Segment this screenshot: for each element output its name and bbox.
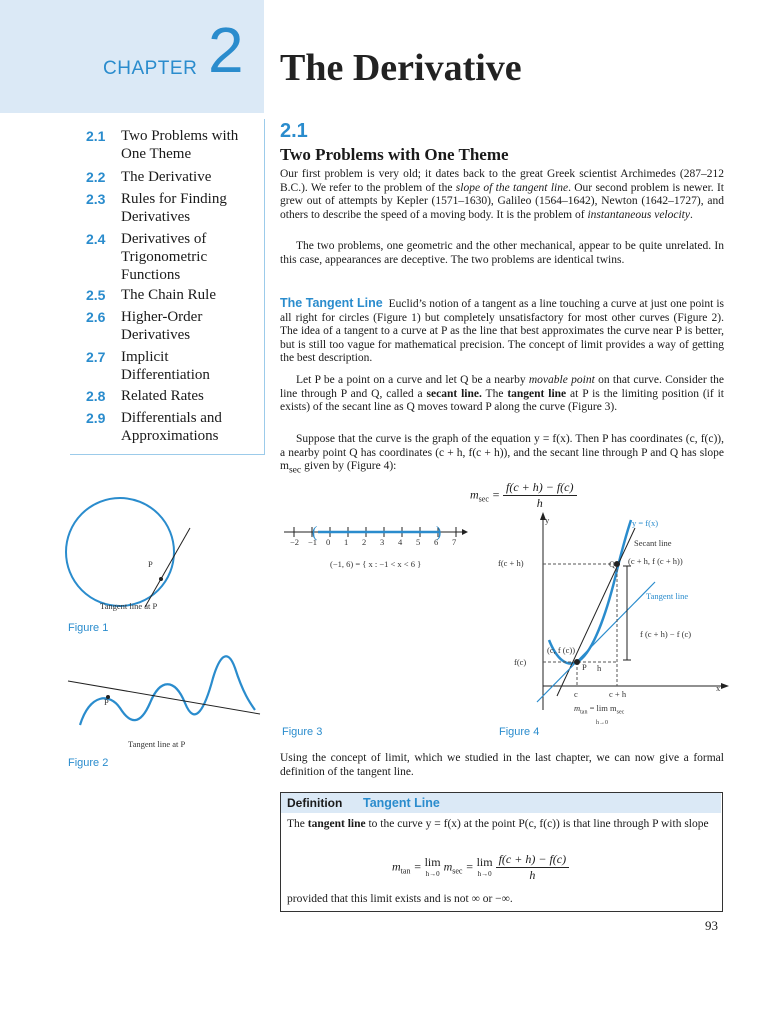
p5-sub: sec: [288, 464, 302, 476]
section-title: Two Problems with One Theme: [280, 145, 509, 164]
toc-item-label: Higher-Order Derivatives: [121, 309, 203, 343]
figure-2-wave: [65, 648, 265, 738]
toc-item-label: Related Rates: [121, 388, 204, 404]
fig4-point-p: [574, 659, 580, 665]
def-lim-2: [476, 854, 493, 879]
fig3-tick-label: −1: [308, 537, 318, 547]
chapter-word: CHAPTER: [103, 58, 198, 79]
fig4-mtan-sub: tan: [580, 709, 588, 716]
fig4-curve: [549, 520, 631, 664]
fig1-point-label: P: [148, 559, 153, 569]
definition-label: Definition: [287, 796, 343, 810]
paragraph-1: [280, 168, 724, 222]
fig4-ch-label: c + h: [609, 689, 627, 699]
figure-1-caption: Figure 1: [68, 622, 109, 634]
p4-d: secant line.: [426, 387, 482, 400]
fig1-circle-shape: [66, 498, 174, 606]
figure-4-caption: Figure 4: [499, 726, 540, 738]
p4-b: movable point: [528, 374, 595, 386]
fig4-fc-label: f(c): [514, 657, 527, 667]
fig3-tick-label: 0: [326, 537, 331, 547]
fig3-tick-label: 7: [452, 537, 457, 547]
toc-item-number: 2.9: [86, 410, 106, 426]
msec-lhs-sub: sec: [478, 494, 489, 504]
p4-e: The: [481, 387, 508, 400]
def-text-a: The: [287, 818, 308, 830]
definition-header-band: [281, 793, 721, 813]
p4-g: at P is the limiting position (if it exists) of the secant line as Q moves toward P along the curve (Figure 3).: [280, 387, 724, 413]
paragraph-4: [280, 374, 724, 415]
chapter-number: 2: [208, 14, 244, 86]
paragraph-3: [280, 297, 724, 366]
toc-item-number: 2.7: [86, 349, 106, 365]
toc-item-number: 2.4: [86, 231, 106, 247]
fig4-y-label: y: [545, 515, 550, 525]
fig4-secant-label: Secant line: [634, 538, 672, 548]
fig4-mtan-lim: h→0: [596, 719, 608, 726]
figure-2-caption: Figure 2: [68, 757, 109, 769]
def-eq-m2-sub: sec: [452, 866, 463, 876]
fig4-h-label: h: [597, 663, 602, 673]
def-lim1-under: h→0: [425, 869, 440, 878]
msec-fraction: [503, 480, 577, 511]
def-eq-lhs: m: [392, 859, 401, 874]
fig3-tick-label: 3: [380, 537, 385, 547]
definition-footer: provided that this limit exists and is not ∞ or −∞.: [287, 893, 513, 905]
p4-a: Let P be a point on a curve and let Q be a nearby: [296, 374, 529, 386]
def-lim1-word: lim: [424, 854, 441, 869]
toc-item-label: Derivatives of Trigonometric Functions: [121, 231, 208, 283]
fig2-point-label: P: [104, 697, 109, 707]
fig4-p-coord: (c, f (c)): [547, 645, 576, 655]
fig2-curve: [80, 656, 255, 725]
fig3-tick-label: 5: [416, 537, 421, 547]
fig3-interval-label: (−1, 6) = { x : −1 < x < 6 }: [330, 559, 422, 569]
msec-denominator: h: [536, 496, 543, 510]
toc-item-number: 2.2: [86, 169, 106, 185]
p1-emph-velocity: instantaneous velocity: [587, 208, 690, 221]
fig4-x-label: x: [716, 683, 721, 693]
fig4-diff-label: f (c + h) − f (c): [640, 629, 692, 639]
def-lim2-under: h→0: [477, 869, 492, 878]
fig2-tangent-label: Tangent line at P: [128, 739, 186, 749]
msec-numerator: f(c + h) − f(c): [503, 480, 577, 496]
toc-item-number: 2.5: [86, 287, 106, 303]
def-numerator: f(c + h) − f(c): [496, 852, 570, 868]
paragraph-2: The two problems, one geometric and the other mechanical, appear to be quite unrelated. In this case, appearances are deceptive. The two problems are identical twins.: [280, 240, 724, 266]
fig4-mtan: m: [574, 703, 581, 713]
toc-item-number: 2.1: [86, 128, 106, 144]
fig3-close-paren: ): [436, 524, 442, 541]
fig3-tick-label: 4: [398, 537, 403, 547]
toc-item-label: Differentials and Approximations: [121, 410, 222, 444]
def-lim2-word: lim: [476, 854, 493, 869]
definition-text: [287, 818, 715, 832]
def-eq-m2: m: [443, 859, 453, 874]
def-text-c: to the curve y = f(x) at the point P(c, f(c)) is that line through P with slope: [365, 818, 709, 830]
fig1-point-p: [159, 577, 163, 581]
fig3-open-paren: (: [312, 524, 318, 541]
definition-equation: $m_{tan} = \lim$ h→0 $m_{sec} = \lim$ h→0 $\frac{f(c + h) - f(c)}{h}$: [392, 852, 569, 883]
paragraph-5: [280, 433, 724, 477]
toc-item-label: The Derivative: [121, 169, 212, 185]
fig4-c-label: c: [574, 689, 578, 699]
def-denominator: h: [529, 868, 536, 882]
def-fraction: [496, 852, 570, 883]
fig4-q-label: Q: [609, 559, 616, 569]
toc-item-number: 2.8: [86, 388, 106, 404]
fig4-secant-line: [557, 528, 635, 696]
fig4-p-label: P: [582, 662, 587, 672]
fig1-tangent-label: Tangent line at P: [100, 601, 158, 611]
msec-equation: $m_{sec}$ = $\frac{f(c + h) - f(c)}{h}$: [470, 480, 577, 511]
chapter-title: The Derivative: [280, 47, 522, 89]
fig4-tangent-line: [537, 582, 655, 702]
def-lim-1: [424, 854, 441, 879]
toc-item-label: Rules for Finding Derivatives: [121, 191, 227, 225]
fig3-tick-label: 2: [362, 537, 367, 547]
definition-name: Tangent Line: [363, 796, 440, 810]
fig3-tick-label: −2: [290, 537, 300, 547]
p1-text-e: .: [689, 208, 693, 221]
page-number: 93: [705, 918, 718, 933]
p5-end: given by (Figure 4):: [301, 460, 397, 472]
toc-item-number: 2.6: [86, 309, 106, 325]
section-number: 2.1: [280, 120, 308, 142]
msec-lhs: m: [470, 487, 479, 502]
p1-text-c: . Our second problem is newer. It grew out of attempts by Kepler (1571–1630), Galileo (1564–1642), Newton (1642–1727), and others to describe the speed of a moving body. It is the problem of: [280, 181, 724, 221]
p4-f: tangent line: [507, 387, 567, 400]
toc-item-label: The Chain Rule: [121, 287, 216, 303]
fig3-tick-label: 1: [344, 537, 349, 547]
fig4-curve-label: y = f(x): [632, 518, 659, 528]
toc-item-label: Implicit Differentiation: [121, 349, 210, 383]
fig4-mtan-eq: = lim m: [587, 703, 617, 713]
p3-text: Euclid’s notion of a tangent as a line touching a curve at just one point is all right for circles (Figure 1) but completely unsatisfactory for most other curves (Figure 2). The idea of a tangent to a curve at P as the line that best approximates the curve near P is better, but is still too vague for mathematical precision. The concept of limit provides a way of getting the best description.: [280, 298, 724, 364]
p1-text-a: Our first problem is very old; it dates back to the great Greek scientist Archimedes (287–212 B.C.). We refer to the problem of the: [280, 168, 724, 194]
paragraph-6: Using the concept of limit, which we studied in the last chapter, we can now give a formal definition of the tangent line.: [280, 752, 724, 778]
fig4-tangent-label: Tangent line: [646, 591, 689, 601]
fig4-q-coord: (c + h, f (c + h)): [628, 556, 683, 566]
figure-1-circle: [60, 495, 210, 615]
tangent-line-heading: The Tangent Line: [280, 296, 383, 310]
p5-text: Suppose that the curve is the graph of the equation y = f(x). Then P has coordinates (c, f(c)), a nearby point Q has coordinates (c + h, f(c + h)), and the secant line through P and Q has slope m: [280, 433, 724, 472]
p1-emph-slope: slope of the tangent line: [455, 181, 569, 194]
figure-3-caption: Figure 3: [282, 726, 323, 738]
p4-c: on that curve. Consider the line through P and Q, called a: [280, 374, 725, 400]
def-eq-lhs-sub: tan: [400, 866, 411, 876]
def-text-b: tangent line: [307, 818, 366, 830]
fig4-mtan-formula: [574, 703, 624, 726]
fig4-mtan-sub2: sec: [616, 709, 625, 716]
toc-item-number: 2.3: [86, 191, 106, 207]
fig4-fch-label: f(c + h): [498, 558, 524, 568]
fig3-tick-label: 6: [434, 537, 439, 547]
toc-item-label: Two Problems with One Theme: [121, 128, 239, 162]
